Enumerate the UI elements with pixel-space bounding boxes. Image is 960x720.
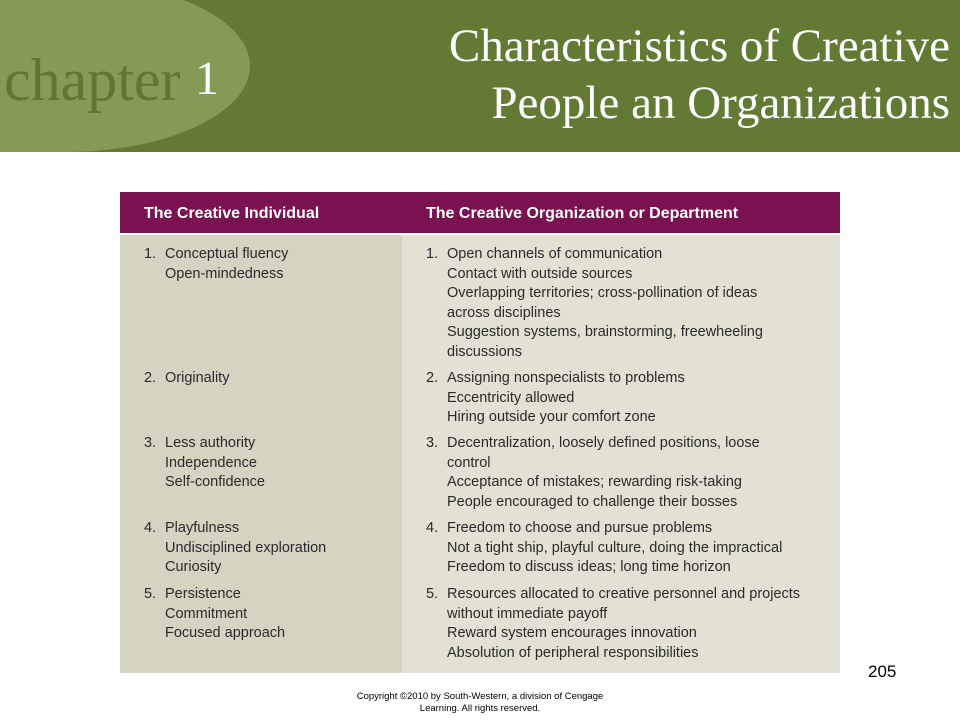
cell-line: Playfulness [165, 520, 240, 536]
copyright-line-1: Copyright ©2010 by South-Western, a division of Cengage [356, 691, 604, 702]
cell-line: Contact with outside sources [447, 265, 633, 282]
characteristics-table [120, 192, 840, 673]
table-cell-organization-3 [426, 434, 760, 512]
column-header-individual: The Creative Individual [144, 205, 320, 222]
cell-line: Absolution of peripheral responsibilities [447, 644, 699, 661]
cell-line: discussions [447, 343, 522, 360]
row-number: 5. [144, 586, 157, 602]
cell-line: Overlapping territories; cross-pollination of ideas [447, 285, 758, 302]
cell-line: control [447, 454, 491, 471]
cell-line: Eccentricity allowed [447, 389, 575, 406]
cell-line: Open-mindedness [165, 265, 284, 282]
column-header-organization: The Creative Organization or Department [426, 205, 739, 222]
header-banner [0, 0, 960, 152]
table-header [120, 192, 840, 235]
row-number: 1. [144, 246, 157, 262]
table-cell-individual-4 [144, 519, 326, 578]
title-line-2: People an Organizations [491, 77, 950, 129]
cell-line: Originality [165, 370, 230, 386]
table-cell-individual-5 [144, 585, 285, 644]
cell-line: Not a tight ship, playful culture, doing the impractical [447, 539, 783, 556]
table-cell-individual-2 [144, 369, 229, 389]
row-number: 5. [426, 586, 439, 602]
copyright-notice [330, 691, 630, 715]
row-number: 3. [144, 435, 157, 451]
cell-line: Resources allocated to creative personnel and projects [447, 586, 801, 602]
cell-line: Focused approach [165, 625, 286, 642]
row-number: 1. [426, 246, 439, 262]
cell-line: Commitment [165, 605, 248, 622]
row-number: 4. [426, 520, 439, 536]
chapter-number: 1 [195, 52, 219, 105]
row-number: 2. [426, 370, 439, 386]
cell-line: People encouraged to challenge their bosses [447, 493, 738, 510]
table-cell-organization-4 [426, 519, 782, 578]
cell-line: Decentralization, loosely defined positions, loose [447, 435, 760, 451]
page-number: 205 [868, 662, 897, 681]
cell-line: Undisciplined exploration [165, 539, 327, 556]
table-cell-organization-1 [426, 245, 763, 363]
table-cell-organization-2 [426, 369, 685, 428]
title-line-1: Characteristics of Creative [448, 20, 950, 72]
cell-line: without immediate payoff [447, 605, 608, 622]
table-cell-individual-1 [144, 245, 288, 284]
cell-line: Open channels of communication [447, 246, 663, 262]
cell-line: Freedom to discuss ideas; long time horizon [447, 559, 731, 576]
cell-line: Assigning nonspecialists to problems [447, 370, 685, 386]
cell-line: Persistence [165, 586, 241, 602]
cell-line: Suggestion systems, brainstorming, freewheeling [447, 324, 763, 341]
cell-line: Hiring outside your comfort zone [447, 409, 656, 426]
slide-title [310, 18, 950, 132]
cell-line: Acceptance of mistakes; rewarding risk-taking [447, 474, 742, 491]
cell-line: Reward system encourages innovation [447, 625, 697, 642]
cell-line: Independence [165, 454, 257, 471]
cell-line: across disciplines [447, 304, 561, 321]
cell-line: Conceptual fluency [165, 246, 289, 262]
cell-line: Self-confidence [165, 474, 265, 491]
cell-line: Less authority [165, 435, 256, 451]
cell-line: Freedom to choose and pursue problems [447, 520, 713, 536]
table-cell-individual-3 [144, 434, 265, 493]
copyright-line-2: Learning. All rights reserved. [419, 703, 541, 714]
row-number: 3. [426, 435, 439, 451]
table-cell-organization-5 [426, 585, 800, 663]
row-number: 4. [144, 520, 157, 536]
cell-line: Curiosity [165, 559, 222, 576]
chapter-label: chapter [4, 47, 181, 113]
row-number: 2. [144, 370, 157, 386]
